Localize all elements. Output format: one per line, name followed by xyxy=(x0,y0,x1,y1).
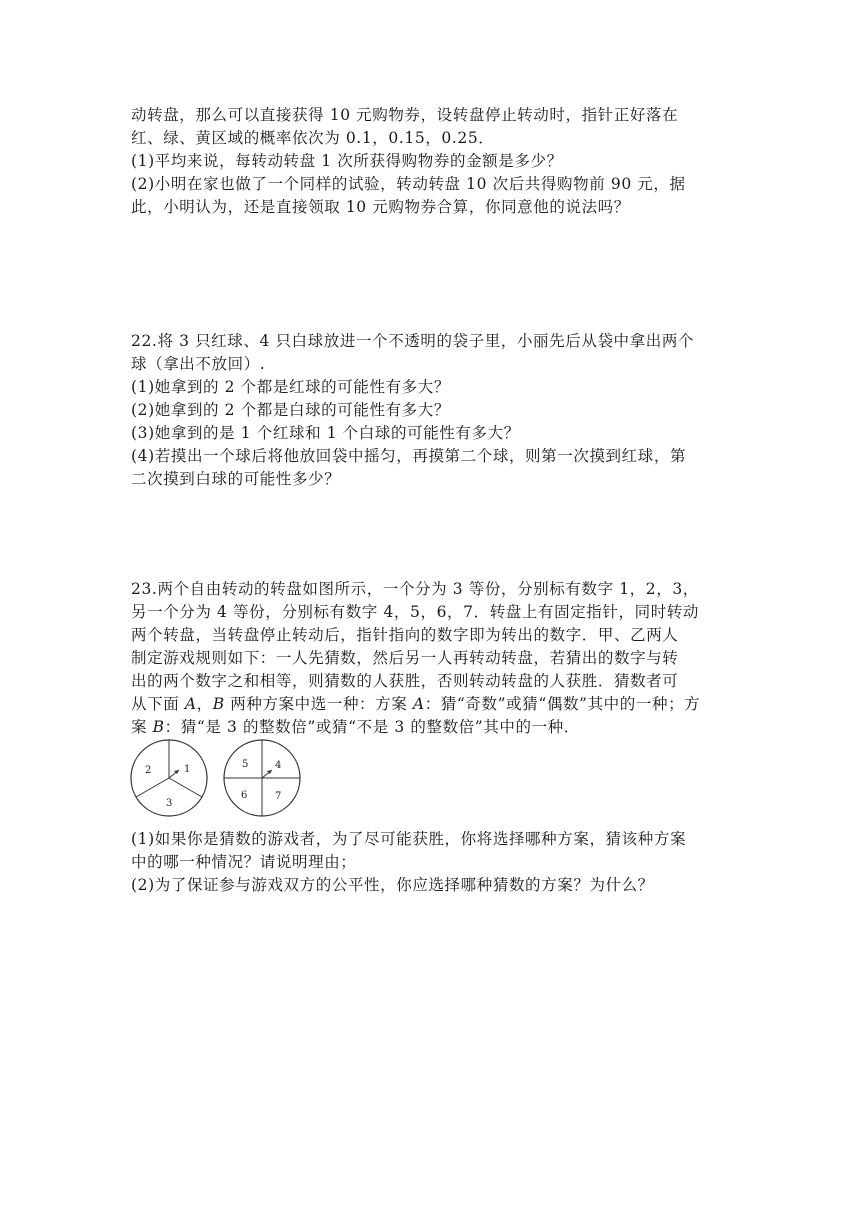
spinner-1-label-2: 2 xyxy=(145,765,152,776)
q23-var-B: B xyxy=(212,695,225,713)
q23-var-A: A xyxy=(184,695,197,713)
spinner-2-label-6: 6 xyxy=(241,790,248,801)
q23-sub-1-line-1: (1)如果你是猜数的游戏者，为了尽可能获胜，你将选择哪种方案，猜该种方案 xyxy=(131,830,687,848)
spinner-2-label-5: 5 xyxy=(242,759,249,770)
q22-sub-4-line-1: (4)若摸出一个球后将他放回袋中摇匀，再摸第二个球，则第一次摸到红球，第 xyxy=(131,447,687,465)
q23-sub-2: (2)为了保证参与游戏双方的公平性，你应选择哪种猜数的方案？为什么？ xyxy=(131,876,654,894)
q21-sub-1: (1)平均来说，每转动转盘 1 次所获得购物券的金额是多少？ xyxy=(131,152,563,170)
spinner-1-divider-left xyxy=(136,778,169,797)
q23-var-B-2: B xyxy=(152,718,165,736)
spinner-1-label-3: 3 xyxy=(166,798,173,809)
spinner-1-divider-right xyxy=(169,778,202,797)
q23-line-7 xyxy=(131,716,731,739)
q23-var-A-2: A xyxy=(412,695,425,713)
q23-line-6-c: 两种方案中选一种：方案 xyxy=(224,695,413,713)
q23-line-2: 另一个分为 4 等份，分别标有数字 4，5，6，7．转盘上有固定指针，同时转动 xyxy=(131,603,699,621)
spinner-2-label-4: 4 xyxy=(275,760,282,771)
q23-sub-1-line-2: 中的哪一种情况？请说明理由； xyxy=(131,853,357,871)
q23-line-6-d: ：猜“奇数”或猜“偶数”其中的一种；方 xyxy=(424,695,701,713)
q23-line-5: 出的两个数字之和相等，则猜数的人获胜，否则转动转盘的人获胜．猜数者可 xyxy=(131,672,679,690)
q23-line-6-a: 从下面 xyxy=(131,695,185,713)
spinner-three-sections xyxy=(131,740,207,816)
q23-line-6 xyxy=(131,693,731,716)
q21-sub-2-line-2: 此，小明认为，还是直接领取 10 元购物券合算，你同意他的说法吗？ xyxy=(131,198,630,216)
q23-line-3: 两个转盘，当转盘停止转动后，指针指向的数字即为转出的数字．甲、乙两人 xyxy=(131,626,679,644)
spinner-1-label-1: 1 xyxy=(184,764,191,775)
q23-line-6-b: ， xyxy=(196,695,213,713)
q22-line-1: 22.将 3 只红球、4 只白球放进一个不透明的袋子里，小丽先后从袋中拿出两个 xyxy=(131,332,695,350)
q22-sub-1: (1)她拿到的 2 个都是红球的可能性有多大？ xyxy=(131,378,450,396)
q22-sub-4-line-2: 二次摸到白球的可能性多少？ xyxy=(131,470,341,488)
q21-line-1: 动转盘，那么可以直接获得 10 元购物券，设转盘停止转动时，指针正好落在 xyxy=(131,106,679,124)
q22-sub-2: (2)她拿到的 2 个都是白球的可能性有多大？ xyxy=(131,401,450,419)
q21-sub-2-line-1: (2)小明在家也做了一个同样的试验，转动转盘 10 次后共得购物前 90 元，据 xyxy=(131,175,686,193)
q21-line-2: 红、绿、黄区域的概率依次为 0.1，0.15，0.25． xyxy=(131,129,495,147)
q23-line-7-b: ：猜“是 3 的整数倍”或猜“不是 3 的整数倍”其中的一种． xyxy=(164,718,580,736)
q22-line-2: 球（拿出不放回）. xyxy=(131,355,266,373)
q23-line-7-a: 案 xyxy=(131,718,153,736)
q22-sub-3: (3)她拿到的是 1 个红球和 1 个白球的可能性有多大？ xyxy=(131,424,520,442)
q23-line-1: 23.两个自由转动的转盘如图所示，一个分为 3 等份，分别标有数字 1，2，3， xyxy=(131,580,699,598)
spinner-four-sections xyxy=(224,740,300,816)
q23-line-4: 制定游戏规则如下：一人先猜数，然后另一人再转动转盘，若猜出的数字与转 xyxy=(131,649,679,667)
spinner-2-label-7: 7 xyxy=(275,791,282,802)
spinners-figure xyxy=(128,739,308,819)
